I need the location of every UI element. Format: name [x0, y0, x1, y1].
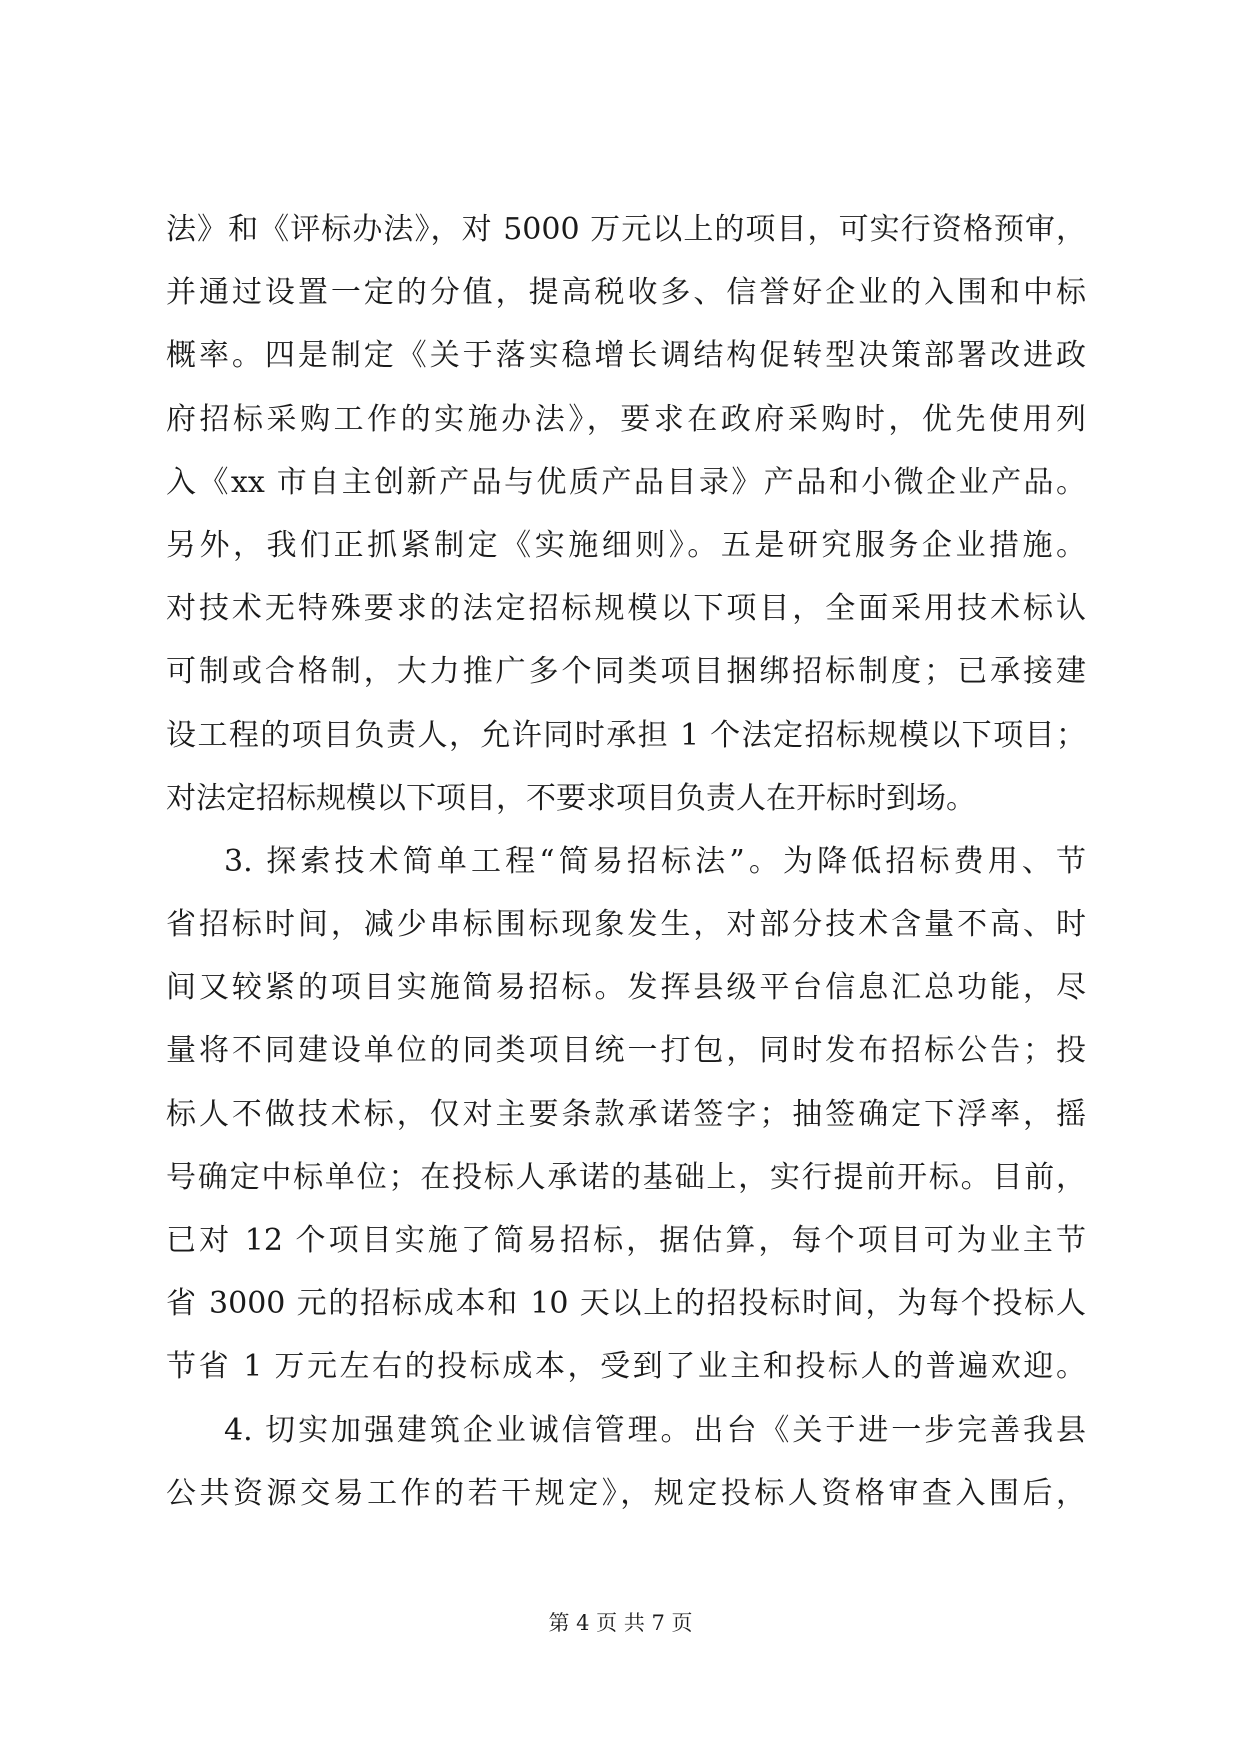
text-line: 府招标采购工作的实施办法》，要求在政府采购时，优先使用列 — [166, 401, 1086, 437]
text-line: 并通过设置一定的分值，提高税收多、信誉好企业的入围和中标 — [166, 275, 1086, 311]
text-line: 省 3000 元的招标成本和 10 天以上的招投标时间，为每个投标人 — [166, 1286, 1086, 1322]
text-line: 标人不做技术标，仅对主要条款承诺签字；抽签确定下浮率，摇 — [166, 1096, 1086, 1132]
text-line: 概率。四是制定《关于落实稳增长调结构促转型决策部署改进政 — [166, 338, 1086, 374]
paragraph-heading-line: 3. 探索技术简单工程“简易招标法”。为降低招标费用、节 — [224, 843, 1086, 879]
text-line: 公共资源交易工作的若干规定》，规定投标人资格审查入围后， — [166, 1475, 1086, 1511]
text-line: 对技术无特殊要求的法定招标规模以下项目，全面采用技术标认 — [166, 591, 1086, 627]
text-line: 法》和《评标办法》，对 5000 万元以上的项目，可实行资格预审， — [166, 212, 1086, 247]
text-line: 量将不同建设单位的同类项目统一打包，同时发布招标公告；投 — [166, 1033, 1086, 1069]
text-line: 可制或合格制，大力推广多个同类项目捆绑招标制度；已承接建 — [166, 654, 1086, 690]
text-line: 已对 12 个项目实施了简易招标，据估算，每个项目可为业主节 — [166, 1223, 1086, 1258]
text-line: 另外，我们正抓紧制定《实施细则》。五是研究服务企业措施。 — [166, 527, 1086, 563]
body-text — [166, 198, 1086, 1525]
text-line: 号确定中标单位；在投标人承诺的基础上，实行提前开标。目前， — [166, 1159, 1086, 1195]
text-line: 省招标时间，减少串标围标现象发生，对部分技术含量不高、时 — [166, 907, 1086, 943]
paragraph-heading-line: 4. 切实加强建筑企业诚信管理。出台《关于进一步完善我县 — [224, 1412, 1086, 1448]
page-number-footer: 第 4 页 共 7 页 — [548, 1611, 693, 1635]
text-line: 对法定招标规模以下项目，不要求项目负责人在开标时到场。 — [166, 780, 976, 816]
text-line: 入《xx 市自主创新产品与优质产品目录》产品和小微企业产品。 — [166, 464, 1086, 500]
text-line: 设工程的项目负责人，允许同时承担 1 个法定招标规模以下项目； — [166, 717, 1086, 753]
text-line: 间又较紧的项目实施简易招标。发挥县级平台信息汇总功能，尽 — [166, 970, 1086, 1006]
text-line: 节省 1 万元左右的投标成本，受到了业主和投标人的普遍欢迎。 — [166, 1349, 1086, 1385]
